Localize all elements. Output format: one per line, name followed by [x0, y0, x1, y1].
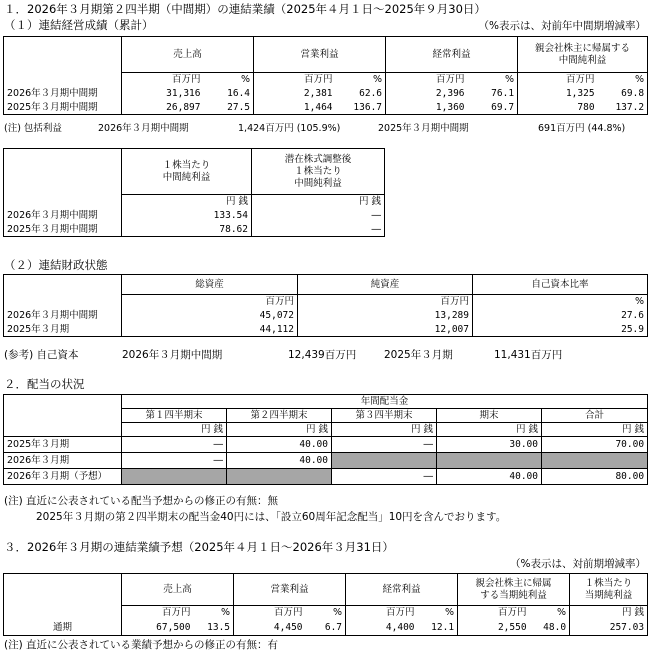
cell-shaded [122, 469, 227, 485]
fin-unit-blank [4, 295, 122, 309]
fc-unit-blank [4, 606, 122, 620]
table-row [4, 209, 385, 223]
perf-unit: 百万円 [254, 73, 336, 87]
table-row [4, 101, 648, 115]
cell: 13,289 [298, 309, 473, 323]
eps-table [3, 148, 385, 237]
fin-header-equity-ratio: 自己資本比率 [473, 275, 648, 295]
cell: 136.7 [336, 101, 386, 115]
fc-header-line: 当期純利益 [584, 589, 633, 601]
financial-position-table [3, 274, 648, 337]
comprehensive-income-value2: 691百万円 (44.8%) [538, 123, 626, 134]
perf-unit: % [598, 73, 648, 87]
forecast-note: （%表示は、対前期増減率） [510, 558, 646, 570]
perf-unit: % [204, 73, 254, 87]
cell: ― [122, 453, 227, 469]
row-label: 2026年３月期 [4, 453, 122, 469]
eps-header-line: 中間純利益 [162, 171, 211, 183]
cell: 12,007 [298, 323, 473, 337]
cell: 67,500 [122, 620, 194, 636]
cell-shaded [437, 453, 542, 469]
cell: ― [252, 209, 385, 223]
cell: 25.9 [473, 323, 648, 337]
cell: ― [332, 469, 437, 485]
div-unit: 円 銭 [332, 423, 437, 437]
cell: 69.7 [468, 101, 518, 115]
perf-unit: 百万円 [386, 73, 468, 87]
cell: 30.00 [437, 437, 542, 453]
equity-note-period2: 2025年３月期 [384, 349, 453, 361]
cell: 2,396 [386, 87, 468, 101]
cell: 27.5 [204, 101, 254, 115]
perf-header-net-income [518, 37, 648, 73]
div-header-blank [4, 395, 122, 409]
cell: 62.6 [336, 87, 386, 101]
dividend-note1: (注) 直近に公表されている配当予想からの修正の有無：無 [4, 495, 279, 507]
cell: 78.62 [122, 223, 252, 237]
div-unit: 円 銭 [542, 423, 648, 437]
cell: 69.8 [598, 87, 648, 101]
eps-unit: 円 銭 [122, 195, 252, 209]
perf-unit: 百万円 [518, 73, 598, 87]
eps-unit: 円 銭 [252, 195, 385, 209]
div-header-year-end: 期末 [437, 409, 542, 423]
cell: ― [332, 437, 437, 453]
cell: 1,325 [518, 87, 598, 101]
fc-unit: % [194, 606, 234, 620]
fc-header-line: 親会社株主に帰属 [475, 577, 552, 589]
table-row [4, 323, 648, 337]
fin-unit: 百万円 [122, 295, 298, 309]
cell: 48.0 [530, 620, 570, 636]
cell: 40.00 [437, 469, 542, 485]
fc-header-net-income [458, 574, 570, 606]
row-label: 2025年３月期 [4, 437, 122, 453]
fc-header-blank [4, 574, 122, 606]
fc-header-eps [570, 574, 648, 606]
fin-header-net-assets: 純資産 [298, 275, 473, 295]
row-label: 2026年３月期中間期 [4, 87, 122, 101]
fin-header-total-assets: 総資産 [122, 275, 298, 295]
perf-header-sales: 売上高 [122, 37, 254, 73]
fin-unit: 百万円 [298, 295, 473, 309]
cell: 31,316 [122, 87, 204, 101]
performance-subtitle: （１）連結経営成績（累計） [4, 18, 154, 32]
fin-header-blank [4, 275, 122, 295]
fc-header-operating-income: 営業利益 [234, 574, 346, 606]
section1-title: １．2026年３月期第２四半期（中間期）の連結業績（2025年４月１日～2025年９月30日） [4, 2, 486, 16]
div-unit-blank [4, 423, 122, 437]
cell: 44,112 [122, 323, 298, 337]
cell: 26,897 [122, 101, 204, 115]
fc-unit: 円 銭 [570, 606, 648, 620]
equity-note-period1: 2026年３月期中間期 [122, 349, 223, 361]
table-row [4, 437, 648, 453]
cell-shaded [227, 469, 332, 485]
eps-header-blank [4, 149, 122, 195]
div-header-q1: 第１四半期末 [122, 409, 227, 423]
cell: 80.00 [542, 469, 648, 485]
eps-unit-blank [4, 195, 122, 209]
perf-header-net-income-line1: 親会社株主に帰属する [535, 42, 631, 54]
eps-header-diluted [252, 149, 385, 195]
fc-unit: 百万円 [234, 606, 306, 620]
cell: 4,400 [346, 620, 418, 636]
row-label: 2025年３月期中間期 [4, 101, 122, 115]
comprehensive-income-value1: 1,424百万円 (105.9%) [238, 123, 341, 134]
div-header-q3: 第３四半期末 [332, 409, 437, 423]
cell: 76.1 [468, 87, 518, 101]
eps-header-line: 中間純利益 [294, 177, 342, 189]
eps-header-line: 潜在株式調整後 [284, 153, 352, 165]
cell: 2,381 [254, 87, 336, 101]
cell: 40.00 [227, 437, 332, 453]
comprehensive-income-label: (注) 包括利益 [4, 123, 62, 134]
equity-note-value1: 12,439百万円 [288, 349, 357, 361]
cell-shaded [332, 453, 437, 469]
row-label: 2026年３月期中間期 [4, 209, 122, 223]
fc-unit: 百万円 [122, 606, 194, 620]
fc-header-sales: 売上高 [122, 574, 234, 606]
cell: 257.03 [570, 620, 648, 636]
fc-unit: 百万円 [458, 606, 530, 620]
perf-unit-blank [4, 73, 122, 87]
cell: 27.6 [473, 309, 648, 323]
eps-header-line: １株当たり [294, 165, 342, 177]
table-row [4, 309, 648, 323]
cell: 137.2 [598, 101, 648, 115]
table-row [4, 469, 648, 485]
cell: 133.54 [122, 209, 252, 223]
eps-header-line: １株当たり [162, 159, 211, 171]
cell: 16.4 [204, 87, 254, 101]
cell: ― [122, 437, 227, 453]
cell: 40.00 [227, 453, 332, 469]
cell: ― [252, 223, 385, 237]
row-label: 2025年３月期 [4, 323, 122, 337]
performance-table [3, 36, 648, 115]
fc-header-ordinary-income: 経常利益 [346, 574, 458, 606]
fc-unit: % [418, 606, 458, 620]
cell: 12.1 [418, 620, 458, 636]
table-row [4, 620, 648, 636]
cell: 45,072 [122, 309, 298, 323]
perf-unit: % [468, 73, 518, 87]
fin-unit: % [473, 295, 648, 309]
comprehensive-income-period2: 2025年３月期中間期 [378, 123, 469, 134]
dividend-note2: 2025年３月期の第２四半期末の配当金40円には、「設立60周年記念配当」10円を含んでおります。 [36, 511, 507, 523]
forecast-footer-note: (注) 直近に公表されている業績予想からの修正の有無：有 [4, 639, 279, 651]
fc-unit: 百万円 [346, 606, 418, 620]
performance-note: （%表示は、対前年中間期増減率） [478, 20, 646, 32]
fc-unit: % [530, 606, 570, 620]
table-row [4, 87, 648, 101]
cell: 1,360 [386, 101, 468, 115]
perf-unit: % [336, 73, 386, 87]
eps-header-eps [122, 149, 252, 195]
cell: 780 [518, 101, 598, 115]
cell: 13.5 [194, 620, 234, 636]
table-row [4, 453, 648, 469]
div-unit: 円 銭 [437, 423, 542, 437]
cell-shaded [542, 453, 648, 469]
cell: 4,450 [234, 620, 306, 636]
row-label: 2026年３月期（予想） [4, 469, 122, 485]
div-header-total: 合計 [542, 409, 648, 423]
perf-header-ordinary-income: 経常利益 [386, 37, 518, 73]
fc-header-line: する当期純利益 [480, 589, 547, 601]
forecast-table [3, 573, 648, 636]
div-header-blank [4, 409, 122, 423]
comprehensive-income-period1: 2026年３月期中間期 [98, 123, 189, 134]
dividend-table [3, 394, 648, 485]
div-unit: 円 銭 [122, 423, 227, 437]
fc-header-line: １株当たり [584, 577, 633, 589]
equity-note-value2: 11,431百万円 [494, 349, 563, 361]
table-row [4, 223, 385, 237]
div-header-annual: 年間配当金 [122, 395, 648, 409]
div-header-q2: 第２四半期末 [227, 409, 332, 423]
row-label: 2025年３月期中間期 [4, 223, 122, 237]
fc-unit: % [306, 606, 346, 620]
perf-unit: 百万円 [122, 73, 204, 87]
cell: 2,550 [458, 620, 530, 636]
equity-note-label: (参考) 自己資本 [4, 349, 79, 361]
financial-position-subtitle: （２）連結財政状態 [4, 258, 108, 272]
dividend-title: ２．配当の状況 [4, 377, 85, 391]
div-unit: 円 銭 [227, 423, 332, 437]
row-label: 2026年３月期中間期 [4, 309, 122, 323]
cell: 1,464 [254, 101, 336, 115]
perf-header-operating-income: 営業利益 [254, 37, 386, 73]
forecast-title: ３．2026年３月期の連結業績予想（2025年４月１日～2026年３月31日） [4, 540, 394, 554]
perf-header-net-income-line2: 中間純利益 [558, 54, 607, 66]
perf-header-blank [4, 37, 122, 73]
cell: 70.00 [542, 437, 648, 453]
row-label: 通期 [4, 620, 122, 636]
cell: 6.7 [306, 620, 346, 636]
